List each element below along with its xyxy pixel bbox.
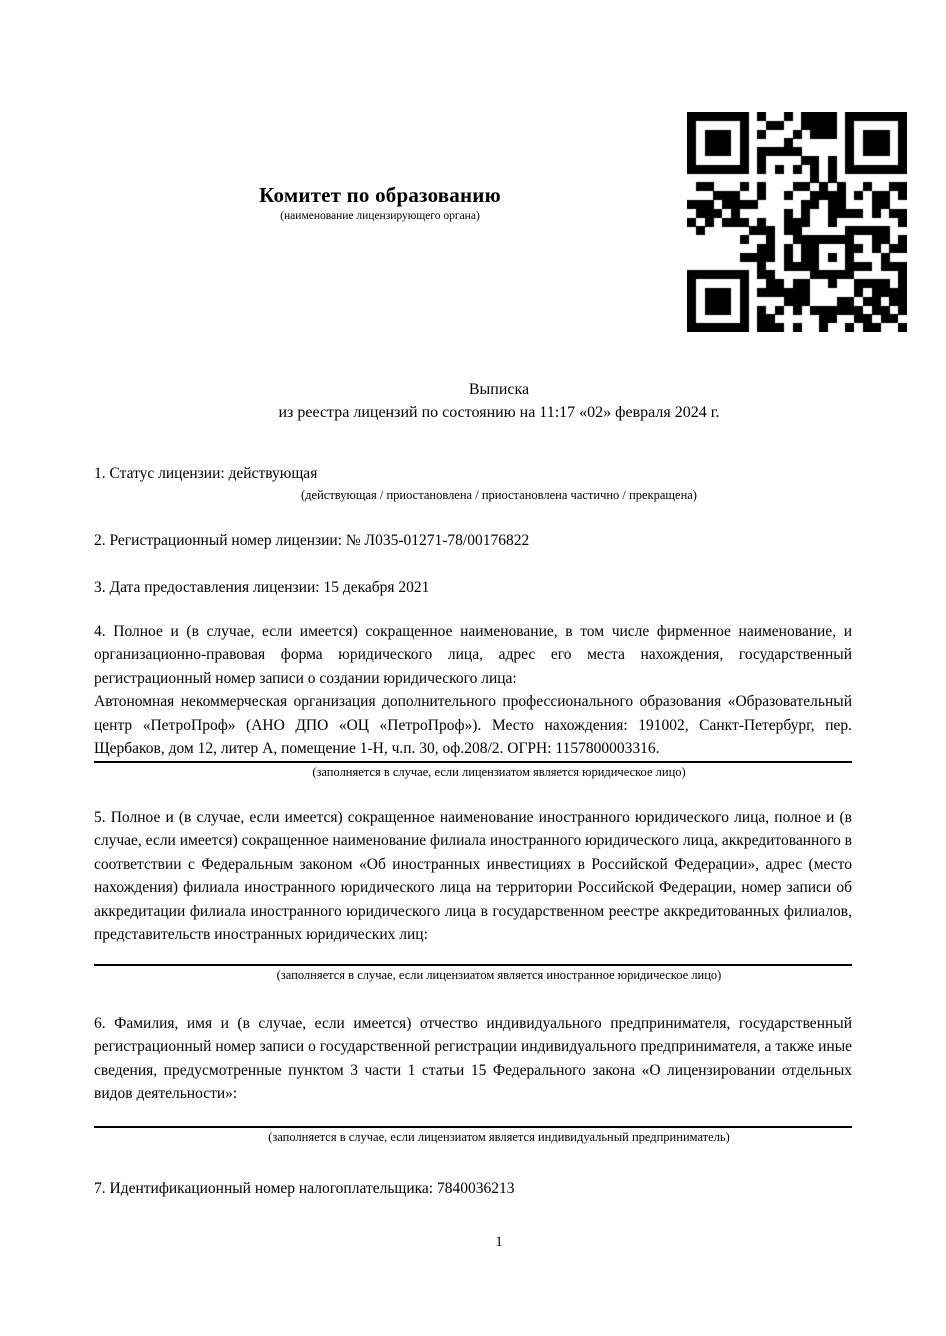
individual-entrepreneur-caption: (заполняется в случае, если лицензиатом является индивидуальный предприниматель) [268, 1129, 730, 1144]
authority-block [94, 182, 666, 225]
authority-caption: (наименование лицензирующего органа) [280, 210, 480, 222]
legal-entity-name-intro: 4. Полное и (в случае, если имеется) сокращенное наименование, в том числе фирменное наименование, и организационно-правовая форма юридического лица, адрес его места нахождения, государственный регистрационный номер записи о создании юридического лица: [94, 622, 852, 687]
taxpayer-id-line: 7. Идентификационный номер налогоплательщика: 7840036213 [94, 1179, 515, 1197]
licensing-authority-name: Комитет по образованию [259, 183, 501, 207]
document-title [120, 378, 878, 424]
document-title-line2: из реестра лицензий по состоянию на 11:17 «02» февраля 2024 г. [278, 404, 720, 421]
page-number: 1 [495, 1234, 503, 1250]
license-grant-date-line: 3. Дата предоставления лицензии: 15 декабря 2021 [94, 579, 430, 596]
registration-number-line: 2. Регистрационный номер лицензии: № Л035-01271-78/00176822 [94, 531, 530, 549]
individual-entrepreneur-clause: 6. Фамилия, имя и (в случае, если имеется) отчество индивидуального предпринимателя, государственный регистрационный номер записи о государственной регистрации индивидуального предпринимателя, а также иные сведения, предусмотренные пунктом 3 части 1 статьи 15 Федерального закона «О лицензировании отдельных видов деятельности»: [94, 1014, 852, 1102]
document-page [94, 0, 852, 1253]
legal-entity-name-value: Автономная некоммерческая организация дополнительного профессионального образования «Образовательный центр «ПетроПроф» (АНО ДПО «ОЦ «ПетроПроф»). Место нахождения: 191002, Санкт-Петербург, пер. Щербаков, дом 12, литер А, помещение 1-Н, ч.п. 30, оф.208/2. ОГРН: 1157800003316. [94, 693, 852, 757]
document-title-line1: Выписка [468, 381, 530, 398]
foreign-entity-caption: (заполняется в случае, если лицензиатом является иностранное юридическое лицо) [276, 967, 722, 982]
license-status-caption: (действующая / приостановлена / приостановлена частично / прекращена) [301, 487, 697, 502]
foreign-entity-clause: 5. Полное и (в случае, если имеется) сокращенное наименование иностранного юридического лица, полное и (в случае, если имеется) сокращенное наименование филиала иностранного юридического лица, аккредитованного в соответствии с Федеральным законом «Об иностранных инвестициях в Российской Федерации», адрес (место нахождения) филиала иностранного юридического лица на территории Российской Федерации, номер записи об аккредитации филиала иностранного юридического лица в государственном реестре аккредитованных филиалов, представительств иностранных юридических лиц: [94, 808, 852, 943]
legal-entity-caption: (заполняется в случае, если лицензиатом является юридическое лицо) [312, 764, 686, 779]
license-status-line: 1. Статус лицензии: действующая [94, 465, 318, 482]
